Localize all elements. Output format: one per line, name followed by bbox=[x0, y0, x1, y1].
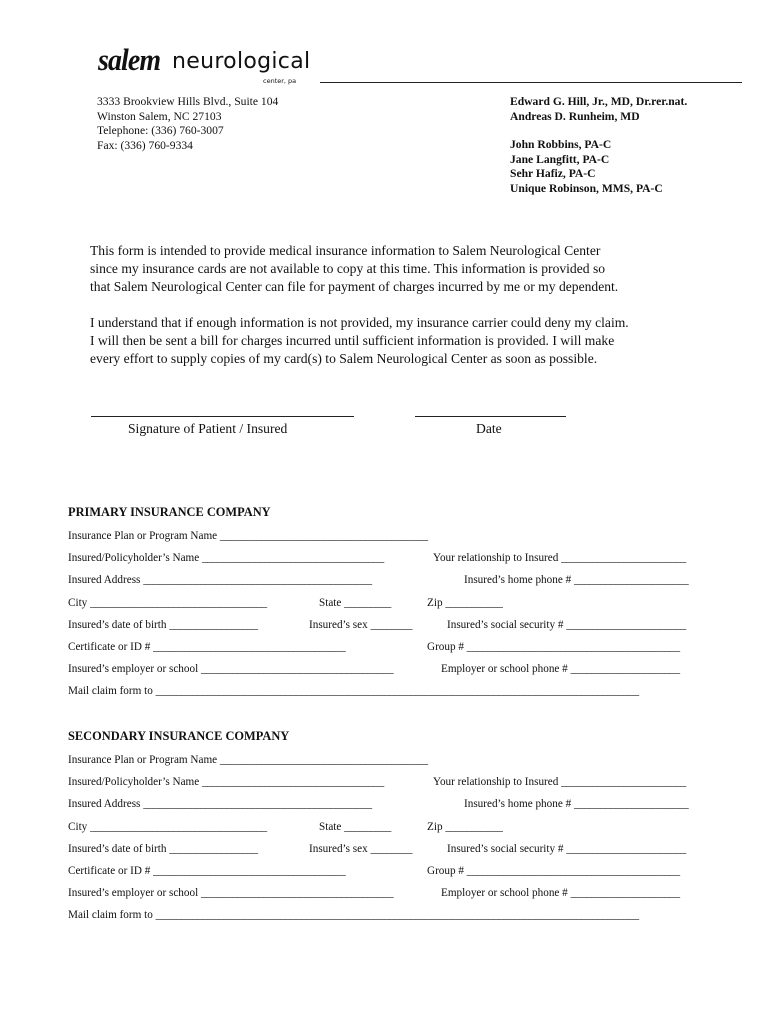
primary-section-title: PRIMARY INSURANCE COMPANY bbox=[68, 505, 271, 519]
field-label: State bbox=[319, 821, 342, 833]
field-label: Group # bbox=[427, 865, 464, 877]
physician-name: Edward G. Hill, Jr., MD, Dr.rer.nat. bbox=[510, 95, 688, 108]
signature-line[interactable] bbox=[91, 416, 354, 417]
logo-word: neurological bbox=[172, 49, 311, 74]
signature-label: Signature of Patient / Insured bbox=[128, 421, 288, 436]
field-label: Insured’s sex bbox=[309, 619, 368, 631]
field-label: Mail claim form to bbox=[68, 685, 153, 697]
field-label: Group # bbox=[427, 641, 464, 653]
field-label: Employer or school phone # bbox=[441, 887, 568, 899]
disclaimer-line: I understand that if enough information is not provided, my insurance carrier could deny my claim. bbox=[90, 315, 629, 330]
pa-list bbox=[510, 138, 663, 196]
primary-relationship-field[interactable]: Your relationship to Insured ________________________ bbox=[433, 552, 686, 564]
field-label: Zip bbox=[427, 597, 443, 609]
fax-line: Fax: (336) 760-9334 bbox=[97, 138, 193, 152]
primary-sex-field[interactable]: Insured’s sex ________ bbox=[309, 619, 413, 631]
secondary-insured-name-field[interactable]: Insured/Policyholder’s Name ___________________________________ bbox=[68, 776, 384, 788]
secondary-sex-field[interactable]: Insured’s sex ________ bbox=[309, 843, 413, 855]
field-label: Insurance Plan or Program Name bbox=[68, 530, 218, 542]
field-label: Insured Address bbox=[68, 574, 141, 586]
primary-address-field[interactable]: Insured Address ____________________________________________ bbox=[68, 574, 372, 586]
secondary-group-field[interactable]: Group # _________________________________________ bbox=[427, 865, 680, 877]
address-block bbox=[97, 95, 278, 153]
secondary-dob-field[interactable]: Insured’s date of birth _________________ bbox=[68, 843, 258, 855]
logo-script-text: salem bbox=[98, 42, 161, 77]
field-label: Insured’s employer or school bbox=[68, 663, 199, 675]
field-label: Insured’s social security # bbox=[447, 843, 564, 855]
disclaimer-line: I will then be sent a bill for charges incurred until sufficient information is provided. I will make bbox=[90, 333, 615, 348]
secondary-address-field[interactable]: Insured Address ____________________________________________ bbox=[68, 798, 372, 810]
field-label: State bbox=[319, 597, 342, 609]
field-label: Certificate or ID # bbox=[68, 641, 151, 653]
pa-name: Unique Robinson, MMS, PA-C bbox=[510, 181, 663, 195]
field-label: Zip bbox=[427, 821, 443, 833]
secondary-section-title: SECONDARY INSURANCE COMPANY bbox=[68, 729, 290, 743]
secondary-employer-phone-field[interactable]: Employer or school phone # _____________________ bbox=[441, 887, 680, 899]
field-label: Insured Address bbox=[68, 798, 141, 810]
intro-paragraph bbox=[90, 242, 618, 296]
physician-name: Andreas D. Runheim, MD bbox=[510, 109, 640, 123]
primary-ssn-field[interactable]: Insured’s social security # _______________________ bbox=[447, 619, 686, 631]
field-label: Employer or school phone # bbox=[441, 663, 568, 675]
primary-plan-field[interactable]: Insurance Plan or Program Name ________________________________________ bbox=[68, 530, 428, 542]
primary-cert-field[interactable]: Certificate or ID # _____________________________________ bbox=[68, 641, 346, 653]
address-line: 3333 Brookview Hills Blvd., Suite 104 bbox=[97, 95, 279, 108]
pa-name: Jane Langfitt, PA-C bbox=[510, 152, 610, 166]
field-label: Insured’s social security # bbox=[447, 619, 564, 631]
physician-list bbox=[510, 95, 687, 124]
field-label: Insured/Policyholder’s Name bbox=[68, 776, 200, 788]
field-label: Insured’s home phone # bbox=[464, 574, 572, 586]
secondary-city-field[interactable]: City __________________________________ bbox=[68, 821, 267, 833]
primary-state-field[interactable]: State _________ bbox=[319, 597, 391, 609]
field-label: Insured’s date of birth bbox=[68, 843, 167, 855]
telephone-line: Telephone: (336) 760-3007 bbox=[97, 124, 224, 137]
pa-name: Sehr Hafiz, PA-C bbox=[510, 167, 596, 180]
field-label: Insured’s date of birth bbox=[68, 619, 167, 631]
pa-name: John Robbins, PA-C bbox=[510, 138, 612, 151]
field-label: Your relationship to Insured bbox=[433, 776, 559, 788]
field-label: City bbox=[68, 597, 88, 609]
disclaimer-paragraph bbox=[90, 314, 629, 368]
primary-mail-field[interactable]: Mail claim form to _____________________________________________________________________________________________ bbox=[68, 685, 639, 697]
header-rule bbox=[320, 82, 742, 83]
primary-employer-field[interactable]: Insured’s employer or school _____________________________________ bbox=[68, 663, 394, 675]
secondary-state-field[interactable]: State _________ bbox=[319, 821, 391, 833]
intro-line: that Salem Neurological Center can file for payment of charges incurred by me or my dependent. bbox=[90, 279, 619, 294]
field-label: City bbox=[68, 821, 88, 833]
secondary-relationship-field[interactable]: Your relationship to Insured ________________________ bbox=[433, 776, 686, 788]
primary-dob-field[interactable]: Insured’s date of birth _________________ bbox=[68, 619, 258, 631]
secondary-ssn-field[interactable]: Insured’s social security # _______________________ bbox=[447, 843, 686, 855]
secondary-home-phone-field[interactable]: Insured’s home phone # ______________________ bbox=[464, 798, 689, 810]
secondary-mail-field[interactable]: Mail claim form to _____________________________________________________________________________________________ bbox=[68, 909, 639, 921]
field-label: Insured/Policyholder’s Name bbox=[68, 552, 200, 564]
secondary-employer-field[interactable]: Insured’s employer or school _____________________________________ bbox=[68, 887, 394, 899]
logo-subtext: center, pa bbox=[263, 77, 297, 85]
address-line: Winston Salem, NC 27103 bbox=[97, 109, 222, 123]
primary-insured-name-field[interactable]: Insured/Policyholder’s Name ___________________________________ bbox=[68, 552, 384, 564]
field-label: Insured’s employer or school bbox=[68, 887, 199, 899]
field-label: Insured’s home phone # bbox=[464, 798, 572, 810]
secondary-plan-field[interactable]: Insurance Plan or Program Name ________________________________________ bbox=[68, 754, 428, 766]
secondary-cert-field[interactable]: Certificate or ID # _____________________________________ bbox=[68, 865, 346, 877]
field-label: Mail claim form to bbox=[68, 909, 153, 921]
field-label: Insured’s sex bbox=[309, 843, 368, 855]
primary-employer-phone-field[interactable]: Employer or school phone # _____________________ bbox=[441, 663, 680, 675]
intro-line: since my insurance cards are not available to copy at this time. This information is provided so bbox=[90, 261, 606, 276]
field-label: Your relationship to Insured bbox=[433, 552, 559, 564]
disclaimer-line: every effort to supply copies of my card(s) to Salem Neurological Center as soon as possible. bbox=[90, 351, 598, 366]
primary-zip-field[interactable]: Zip ___________ bbox=[427, 597, 503, 609]
primary-home-phone-field[interactable]: Insured’s home phone # ______________________ bbox=[464, 574, 689, 586]
field-label: Certificate or ID # bbox=[68, 865, 151, 877]
date-label: Date bbox=[476, 421, 502, 436]
field-label: Insurance Plan or Program Name bbox=[68, 754, 218, 766]
primary-group-field[interactable]: Group # _________________________________________ bbox=[427, 641, 680, 653]
secondary-zip-field[interactable]: Zip ___________ bbox=[427, 821, 503, 833]
intro-line: This form is intended to provide medical insurance information to Salem Neurological Center bbox=[90, 243, 601, 258]
primary-city-field[interactable]: City __________________________________ bbox=[68, 597, 267, 609]
date-line[interactable] bbox=[415, 416, 566, 417]
